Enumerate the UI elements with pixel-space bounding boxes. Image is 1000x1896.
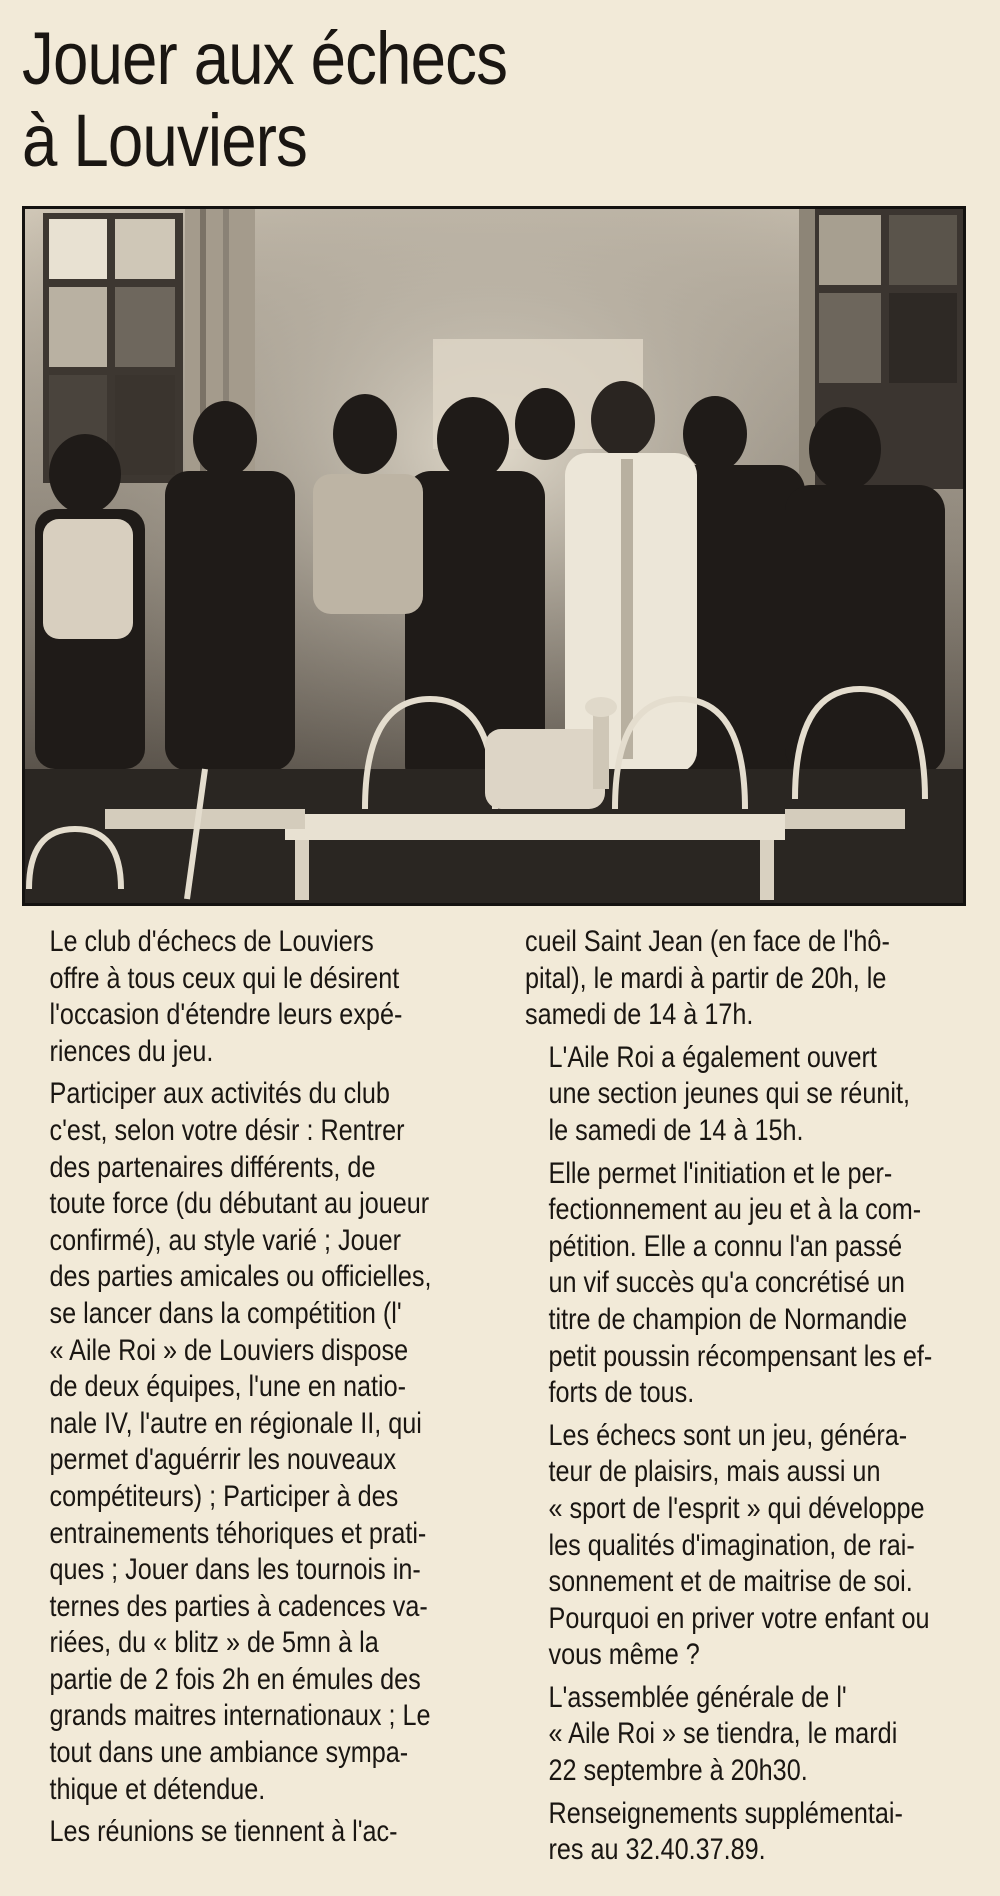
text-line: Les réunions se tiennent à l'ac- bbox=[49, 1815, 398, 1849]
text-line: L'assemblée générale de l' bbox=[548, 1680, 847, 1714]
text-line: Renseignements supplémentai- bbox=[548, 1796, 903, 1830]
text-line: tout dans une ambiance sympa- bbox=[49, 1736, 409, 1770]
left-column bbox=[26, 924, 481, 1857]
text-line: thique et détendue. bbox=[49, 1772, 266, 1806]
text-line: petit poussin récompensant les ef- bbox=[548, 1339, 933, 1373]
text-line: Les échecs sont un jeu, généra- bbox=[548, 1418, 908, 1452]
text-line: fectionnement au jeu et à la com- bbox=[548, 1193, 922, 1227]
text-line: « Aile Roi » de Louviers dispose bbox=[49, 1333, 409, 1367]
text-line: offre à tous ceux qui le désirent bbox=[49, 961, 400, 995]
text-line: riences du jeu. bbox=[49, 1034, 214, 1068]
text-line: des partenaires différents, de bbox=[49, 1150, 376, 1184]
text-line: c'est, selon votre désir : Rentrer bbox=[49, 1113, 405, 1147]
right-column-text bbox=[525, 924, 979, 1869]
paragraph-2 bbox=[26, 1076, 480, 1808]
text-line: forts de tous. bbox=[548, 1376, 695, 1410]
text-line: entrainements téhoriques et prati- bbox=[49, 1516, 427, 1550]
article-photo bbox=[22, 206, 966, 906]
paragraph-3 bbox=[26, 1814, 480, 1851]
text-line: teur de plaisirs, mais aussi un bbox=[548, 1455, 881, 1489]
text-line: 22 septembre à 20h30. bbox=[548, 1754, 808, 1788]
headline-line-1: Jouer aux échecs bbox=[22, 17, 508, 100]
text-line: « sport de l'esprit » qui développe bbox=[548, 1491, 925, 1525]
text-line: samedi de 14 à 17h. bbox=[525, 998, 754, 1032]
text-line: l'occasion d'étendre leurs expé- bbox=[49, 998, 403, 1032]
text-line: partie de 2 fois 2h en émules des bbox=[49, 1662, 421, 1696]
text-line: le samedi de 14 à 15h. bbox=[548, 1113, 804, 1147]
text-line: titre de champion de Normandie bbox=[548, 1302, 908, 1336]
text-line: se lancer dans la compétition (l' bbox=[49, 1296, 402, 1330]
paragraph-7 bbox=[525, 1418, 979, 1674]
text-line: ques ; Jouer dans les tournois in- bbox=[49, 1553, 421, 1587]
text-line: L'Aile Roi a également ouvert bbox=[548, 1040, 877, 1074]
text-line: Participer aux activités du club bbox=[49, 1077, 390, 1111]
paragraph-9 bbox=[525, 1796, 979, 1869]
text-line: cueil Saint Jean (en face de l'hô- bbox=[525, 925, 890, 958]
text-line: pital), le mardi à partir de 20h, le bbox=[525, 961, 887, 995]
text-line: un vif succès qu'a concrétisé un bbox=[548, 1266, 905, 1300]
text-line: « Aile Roi » se tiendra, le mardi bbox=[548, 1717, 898, 1751]
text-line: Pourquoi en priver votre enfant ou bbox=[548, 1601, 930, 1635]
paragraph-6 bbox=[525, 1156, 979, 1412]
text-line: Elle permet l'initiation et le per- bbox=[548, 1156, 893, 1190]
paragraph-4 bbox=[525, 924, 979, 1034]
text-line: res au 32.40.37.89. bbox=[548, 1833, 766, 1867]
text-line: pétition. Elle a connu l'an passé bbox=[548, 1229, 903, 1263]
paragraph-5 bbox=[525, 1040, 979, 1150]
text-line: de deux équipes, l'une en natio- bbox=[49, 1370, 407, 1404]
text-line: Le club d'échecs de Louviers bbox=[49, 925, 374, 958]
text-line: confirmé), au style varié ; Jouer bbox=[49, 1223, 402, 1257]
text-line: permet d'aguérrir les nouveaux bbox=[49, 1443, 397, 1477]
text-line: toute force (du débutant au joueur bbox=[49, 1187, 430, 1221]
right-column bbox=[525, 924, 980, 1875]
text-line: grands maitres internationaux ; Le bbox=[49, 1699, 431, 1733]
article-headline bbox=[22, 18, 796, 182]
text-line: les qualités d'imagination, de rai- bbox=[548, 1528, 915, 1562]
left-column-text bbox=[26, 924, 480, 1851]
text-line: riées, du « blitz » de 5mn à la bbox=[49, 1626, 379, 1660]
paragraph-8 bbox=[525, 1680, 979, 1790]
headline-line-2: à Louviers bbox=[22, 99, 308, 182]
text-line: compétiteurs) ; Participer à des bbox=[49, 1479, 399, 1513]
text-line: des parties amicales ou officielles, bbox=[49, 1260, 432, 1294]
text-line: vous même ? bbox=[548, 1638, 700, 1672]
text-line: nale IV, l'autre en régionale II, qui bbox=[49, 1406, 422, 1440]
paragraph-1 bbox=[26, 924, 480, 1070]
text-line: sonnement et de maitrise de soi. bbox=[548, 1565, 913, 1599]
text-line: une section jeunes qui se réunit, bbox=[548, 1077, 910, 1111]
text-line: ternes des parties à cadences va- bbox=[49, 1589, 428, 1623]
